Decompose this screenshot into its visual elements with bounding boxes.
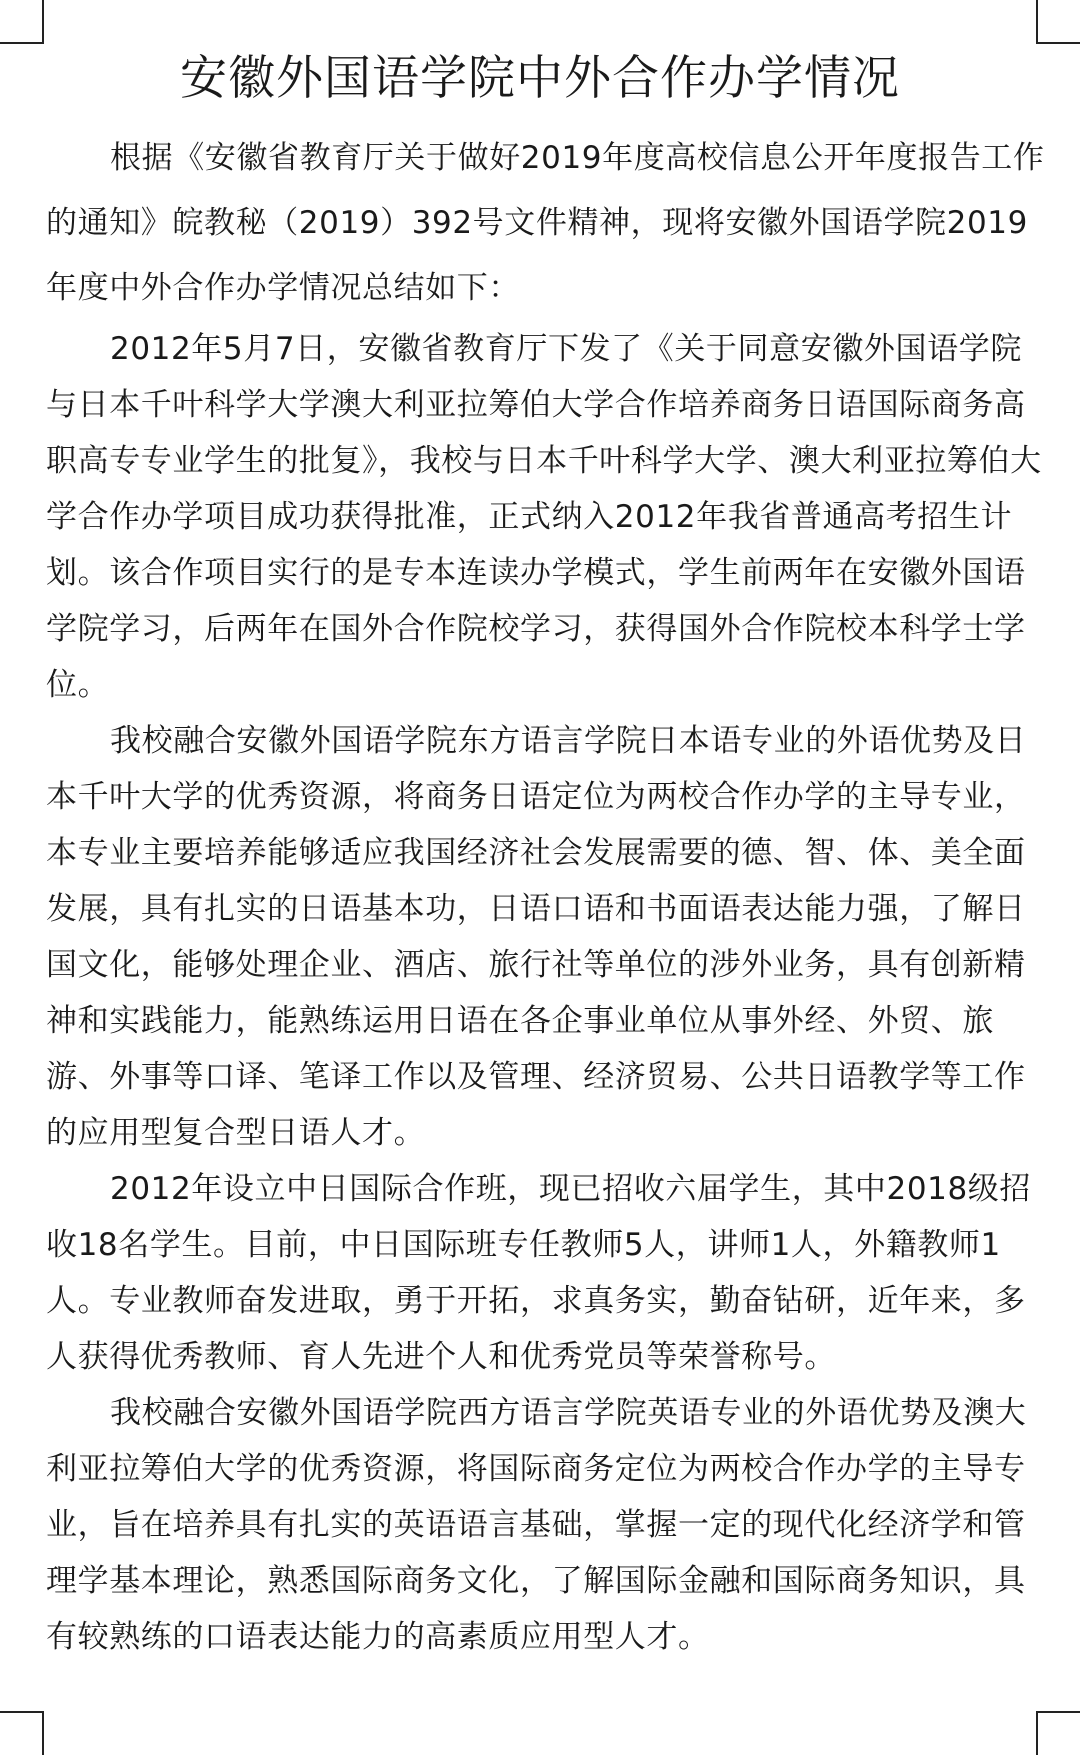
document-body	[46, 126, 1046, 1665]
crop-mark-bottom-right	[1036, 1711, 1080, 1755]
crop-mark-top-right	[1036, 0, 1080, 44]
paragraph-business-japanese: 我校融合安徽外国语学院东方语言学院日本语专业的外语优势及日本千叶大学的优秀资源，将商务日语定位为两校合作办学的主导专业，本专业主要培养能够适应我国经济社会发展需要的德、智、体、美全面发展，具有扎实的日语基本功，日语口语和书面语表达能力强，了解日国文化，能够处理企业、酒店、旅行社等单位的涉外业务，具有创新精神和实践能力，能熟练运用日语在各企事业单位从事外经、外贸、旅游、外事等口译、笔译工作以及管理、经济贸易、公共日语教学等工作的应用型复合型日语人才。	[46, 723, 1027, 1151]
crop-mark-bottom-left	[0, 1711, 44, 1755]
paragraph-intro: 根据《安徽省教育厅关于做好2019年度高校信息公开年度报告工作的通知》皖教秘（2019）392号文件精神，现将安徽外国语学院2019年度中外合作办学情况总结如下：	[46, 140, 1045, 306]
paragraph-international-business: 我校融合安徽外国语学院西方语言学院英语专业的外语优势及澳大利亚拉筹伯大学的优秀资源，将国际商务定位为两校合作办学的主导专业，旨在培养具有扎实的英语语言基础，掌握一定的现代化经济学和管理学基本理论，熟悉国际商务文化，了解国际金融和国际商务知识，具有较熟练的口语表达能力的高素质应用型人才。	[46, 1395, 1027, 1655]
paragraph-approval: 2012年5月7日，安徽省教育厅下发了《关于同意安徽外国语学院与日本千叶科学大学澳大利亚拉筹伯大学合作培养商务日语国际商务高职高专专业学生的批复》，我校与日本千叶科学大学、澳大利亚拉筹伯大学合作办学项目成功获得批准，正式纳入2012年我省普通高考招生计划。该合作项目实行的是专本连读办学模式，学生前两年在安徽外国语学院学习，后两年在国外合作院校学习，获得国外合作院校本科学士学位。	[46, 331, 1042, 703]
paragraph-sino-japanese-class: 2012年设立中日国际合作班，现已招收六届学生，其中2018级招收18名学生。目前，中日国际班专任教师5人，讲师1人，外籍教师1人。专业教师奋发进取，勇于开拓，求真务实，勤奋钻研，近年来，多人获得优秀教师、育人先进个人和优秀党员等荣誉称号。	[46, 1171, 1031, 1375]
page-title: 安徽外国语学院中外合作办学情况	[180, 51, 900, 106]
crop-mark-top-left	[0, 0, 44, 44]
